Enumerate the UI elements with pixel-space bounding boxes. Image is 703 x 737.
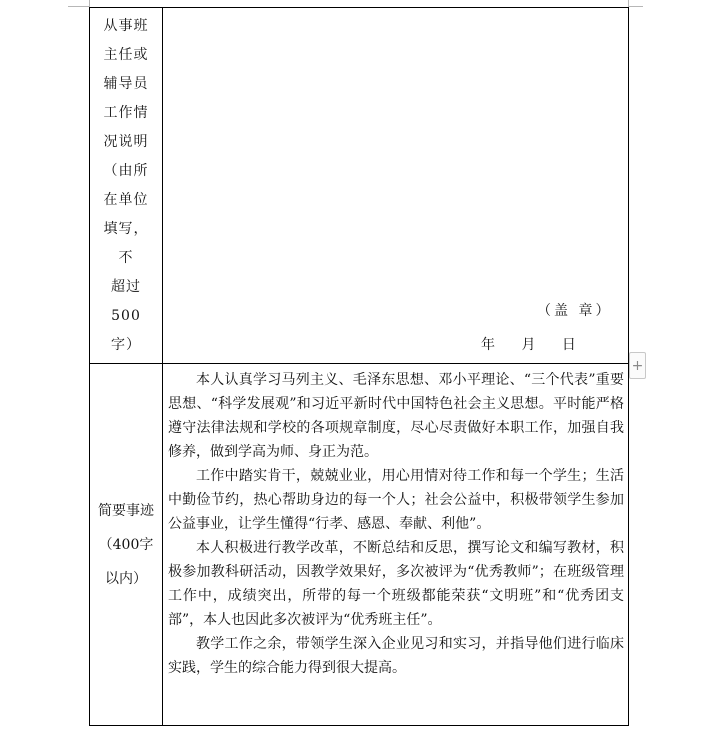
work-label-line-7: 在单位 (103, 191, 149, 208)
work-label-line-5: 况说明 (103, 133, 149, 150)
add-row-button[interactable] (629, 352, 646, 379)
deeds-label: 简要事迹 (98, 503, 154, 519)
deeds-paragraph-2: 工作中踏实肯干，兢兢业业，用心用情对待工作和每一个学生；生活中勤俭节约，热心帮助身边的每一个人；社会公益中，积极带领学生参加公益事业，让学生懂得“行孝、感恩、奉献、利他”。 (168, 468, 624, 532)
work-label-line-9: 超过500 (111, 278, 141, 324)
work-description-label (98, 12, 154, 360)
page-corner-mark-left-horizontal (68, 6, 89, 7)
work-description-label-cell (90, 8, 162, 363)
work-label-line-4: 工作情 (103, 104, 149, 121)
work-label-line-1: 从事班 (103, 17, 149, 34)
page-corner-mark-right-horizontal (629, 6, 643, 7)
page-corner-mark-left-vertical (89, 0, 90, 7)
plus-icon: + (631, 357, 644, 374)
form-table (89, 7, 629, 726)
page-corner-mark-right-vertical (628, 0, 629, 7)
row-divider (90, 363, 628, 364)
deeds-text-cell[interactable] (168, 368, 624, 680)
date-line: 年 月 日 (481, 337, 576, 353)
deeds-label-cell (90, 364, 162, 726)
work-label-line-10: 字） (111, 336, 141, 353)
deeds-paragraph-4: 教学工作之余，带领学生深入企业见习和实习，并指导他们进行临床实践，学生的综合能力得到很大提高。 (168, 636, 624, 676)
deeds-paragraph-1: 本人认真学习马列主义、毛泽东思想、邓小平理论、“三个代表”重要思想、“科学发展观”和习近平新时代中国特色社会主义思想。平时能严格遵守法律法规和学校的各项规章制度，尽心尽责做好本职工作，加强自我修养，做到学高为师、身正为范。 (168, 372, 624, 460)
deeds-paragraph-3: 本人积极进行教学改革，不断总结和反思，撰写论文和编写教材，积极参加教科研活动，因教学效果好，多次被评为“优秀教师”；在班级管理工作中，成绩突出，所带的每一个班级都能荣获“文明班”和“优秀团支部”，本人也因此多次被评为“优秀班主任”。 (168, 540, 624, 628)
work-label-line-2: 主任或 (103, 46, 149, 63)
work-label-line-3: 辅导员 (103, 75, 149, 92)
work-label-line-8: 填写，不 (103, 220, 149, 266)
seal-text: （盖 章） (537, 303, 613, 319)
work-label-line-6: （由所 (103, 162, 149, 179)
column-divider (162, 8, 163, 725)
deeds-label-note-2: 以内） (105, 571, 147, 587)
deeds-label-note-1: （400字 (98, 537, 154, 553)
